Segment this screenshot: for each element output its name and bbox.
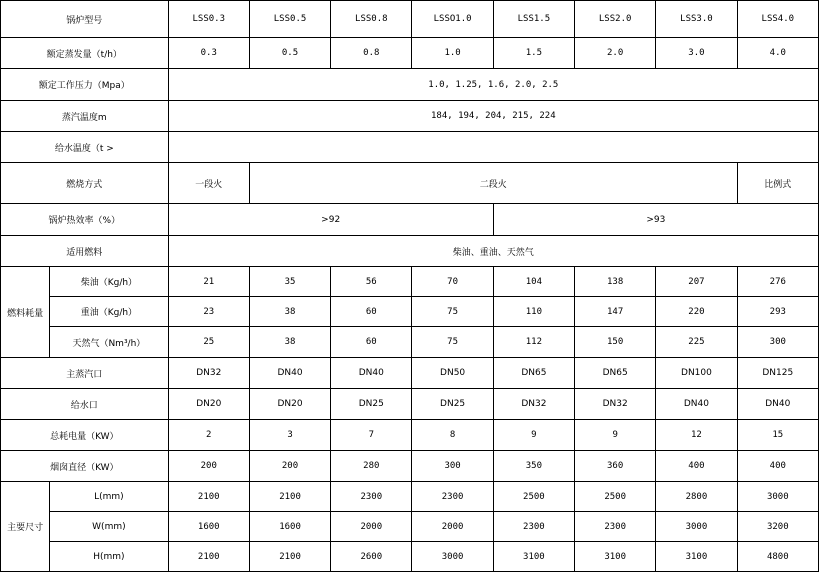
value-cell: 15 [737,420,818,451]
group-label: 燃料耗量 [1,267,50,358]
value-cell: 112 [493,327,574,358]
value-cell: 21 [168,267,249,297]
value-cell: DN65 [575,358,656,389]
row-label: 天然气（Nm³/h） [50,327,168,358]
value-cell: 360 [575,451,656,482]
value-cell: 2100 [249,482,330,512]
value-cell: 3100 [493,542,574,572]
row-label: 总耗电量（KW） [1,420,169,451]
value-cell: 12 [656,420,737,451]
value-cell: 2000 [331,512,412,542]
value-cell: DN100 [656,358,737,389]
value-cell: 300 [737,327,818,358]
model-cell: LSS2.0 [575,1,656,38]
value-cell: 56 [331,267,412,297]
value-cell: 4800 [737,542,818,572]
value-cell: 200 [249,451,330,482]
power-row [1,420,819,451]
value-cell: 8 [412,420,493,451]
value-cell: 400 [737,451,818,482]
value-cell: 207 [656,267,737,297]
row-label: 燃烧方式 [1,163,169,204]
value-cell: DN25 [412,389,493,420]
value-cell: 104 [493,267,574,297]
row-label: L(mm) [50,482,168,512]
pressure-row [1,69,819,101]
dimension-row [1,482,819,512]
value-cell: 23 [168,297,249,327]
value-cell: DN40 [656,389,737,420]
value-cell: 220 [656,297,737,327]
value-cell: 1600 [168,512,249,542]
value-cell: 3200 [737,512,818,542]
value-cell: 2500 [575,482,656,512]
dimension-row [1,542,819,572]
value-cell: 293 [737,297,818,327]
row-label: 锅炉热效率（%） [1,204,169,236]
value-cell: DN40 [737,389,818,420]
value-cell: 2500 [493,482,574,512]
value-cell: 2600 [331,542,412,572]
value-cell: 1.0 [412,38,493,69]
value-cell: 2300 [493,512,574,542]
row-label: 重油（Kg/h） [50,297,168,327]
value-cell: 147 [575,297,656,327]
value-cell: 2100 [168,542,249,572]
value-cell: 3000 [656,512,737,542]
value-cell: 276 [737,267,818,297]
value-cell: 2300 [575,512,656,542]
value-cell: 138 [575,267,656,297]
value-cell: 280 [331,451,412,482]
value-cell: DN65 [493,358,574,389]
value-cell: DN25 [331,389,412,420]
value-cell: 2800 [656,482,737,512]
value-cell: DN32 [493,389,574,420]
value-cell: 38 [249,297,330,327]
model-row [1,1,819,38]
value-cell: 9 [493,420,574,451]
dimension-row [1,512,819,542]
value-cell [168,132,818,163]
value-cell: DN20 [168,389,249,420]
row-label: 锅炉型号 [1,1,169,38]
combustion-row [1,163,819,204]
group-label: 主要尺寸 [1,482,50,572]
value-cell: 1.0, 1.25, 1.6, 2.0, 2.5 [168,69,818,101]
model-cell: LSS1.5 [493,1,574,38]
value-cell: >92 [168,204,493,236]
consumption-row [1,327,819,358]
value-cell: 9 [575,420,656,451]
value-cell: 3 [249,420,330,451]
value-cell: 2300 [412,482,493,512]
value-cell: DN125 [737,358,818,389]
value-cell: DN20 [249,389,330,420]
value-cell: 75 [412,297,493,327]
value-cell: 70 [412,267,493,297]
value-cell: 2000 [412,512,493,542]
value-cell: 柴油、重油、天然气 [168,236,818,267]
value-cell: 0.3 [168,38,249,69]
value-cell: 0.8 [331,38,412,69]
row-label: 主蒸汽口 [1,358,169,389]
value-cell: >93 [493,204,818,236]
row-label: 适用燃料 [1,236,169,267]
value-cell: 3100 [656,542,737,572]
value-cell: 60 [331,327,412,358]
row-label: 额定工作压力（Mpa） [1,69,169,101]
value-cell: 350 [493,451,574,482]
value-cell: 200 [168,451,249,482]
value-cell: 3000 [737,482,818,512]
steam-outlet-row [1,358,819,389]
model-cell: LSS0.8 [331,1,412,38]
row-label: W(mm) [50,512,168,542]
value-cell: 60 [331,297,412,327]
value-cell: 35 [249,267,330,297]
value-cell: 1600 [249,512,330,542]
value-cell: 2.0 [575,38,656,69]
row-label: 给水温度（t > [1,132,169,163]
value-cell: 2100 [168,482,249,512]
value-cell: DN32 [168,358,249,389]
consumption-row [1,267,819,297]
steam-temp-row [1,101,819,132]
row-label: 蒸汽温度m [1,101,169,132]
chimney-row [1,451,819,482]
value-cell: 110 [493,297,574,327]
water-inlet-row [1,389,819,420]
value-cell: 4.0 [737,38,818,69]
row-label: 烟囱直径（KW） [1,451,169,482]
value-cell: 184, 194, 204, 215, 224 [168,101,818,132]
row-label: 柴油（Kg/h） [50,267,168,297]
model-cell: LSSO1.0 [412,1,493,38]
value-cell: 300 [412,451,493,482]
value-cell: 7 [331,420,412,451]
row-label: 给水口 [1,389,169,420]
feedwater-temp-row [1,132,819,163]
value-cell: DN32 [575,389,656,420]
fuel-row [1,236,819,267]
value-cell: DN40 [331,358,412,389]
value-cell: 225 [656,327,737,358]
row-label: 额定蒸发量（t/h） [1,38,169,69]
value-cell: 25 [168,327,249,358]
consumption-row [1,297,819,327]
model-cell: LSS0.5 [249,1,330,38]
value-cell: 400 [656,451,737,482]
value-cell: 一段火 [168,163,249,204]
value-cell: 3000 [412,542,493,572]
value-cell: 3.0 [656,38,737,69]
value-cell: 3100 [575,542,656,572]
value-cell: 二段火 [249,163,737,204]
value-cell: 75 [412,327,493,358]
efficiency-row [1,204,819,236]
value-cell: 38 [249,327,330,358]
value-cell: 0.5 [249,38,330,69]
value-cell: 1.5 [493,38,574,69]
value-cell: DN40 [249,358,330,389]
value-cell: 150 [575,327,656,358]
value-cell: 2 [168,420,249,451]
evaporation-row [1,38,819,69]
model-cell: LSS3.0 [656,1,737,38]
value-cell: 2100 [249,542,330,572]
value-cell: 比例式 [737,163,818,204]
model-cell: LSS4.0 [737,1,818,38]
row-label: H(mm) [50,542,168,572]
value-cell: DN50 [412,358,493,389]
model-cell: LSS0.3 [168,1,249,38]
value-cell: 2300 [331,482,412,512]
